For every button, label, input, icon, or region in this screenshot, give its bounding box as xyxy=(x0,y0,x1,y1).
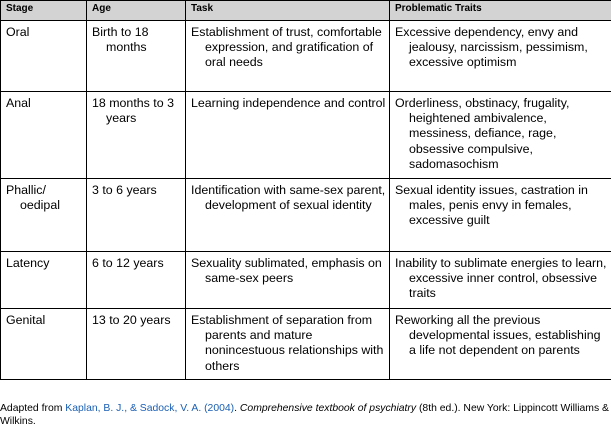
column-header-age: Age xyxy=(87,1,186,21)
task-text: Identification with same-sex parent, development of sexual identity xyxy=(191,183,386,213)
table-row xyxy=(1,309,611,380)
source-prefix: Adapted from xyxy=(0,403,66,414)
stage-text: Phallic/ oedipal xyxy=(6,183,60,213)
stage-text: Genital xyxy=(6,313,46,327)
age-text: Birth to 18 months xyxy=(92,25,149,55)
column-header-task: Task xyxy=(186,1,390,21)
task-cell xyxy=(186,179,390,252)
column-header-problematic-traits: Problematic Traits xyxy=(390,1,611,21)
traits-text: Orderliness, obstinacy, frugality, heightened ambivalence, messiness, defiance, rage, obsessive compulsive, sadomasochism xyxy=(395,96,570,171)
age-cell xyxy=(87,252,186,309)
source-separator: . xyxy=(234,403,240,414)
stage-cell xyxy=(1,309,87,380)
age-text: 6 to 12 years xyxy=(92,256,164,270)
traits-text: Sexual identity issues, castration in males, penis envy in females, excessive guilt xyxy=(395,183,588,228)
traits-cell xyxy=(390,179,611,252)
stage-cell xyxy=(1,252,87,309)
book-title: Comprehensive textbook of psychiatry xyxy=(239,403,417,414)
stage-cell xyxy=(1,92,87,179)
table-row xyxy=(1,179,611,252)
age-text: 13 to 20 years xyxy=(92,313,171,327)
traits-text: Reworking all the previous developmental issues, establishing a life not dependent on parents xyxy=(395,313,601,358)
stage-cell xyxy=(1,179,87,252)
age-text: 3 to 6 years xyxy=(92,183,157,197)
age-text: 18 months to 3 years xyxy=(92,96,174,126)
age-cell xyxy=(87,179,186,252)
traits-cell xyxy=(390,309,611,380)
stage-text: Latency xyxy=(6,256,50,270)
citation-link[interactable]: Kaplan, B. J., & Sadock, V. A. (2004) xyxy=(65,403,235,414)
task-cell xyxy=(186,252,390,309)
source-note xyxy=(0,402,611,428)
traits-cell xyxy=(390,92,611,179)
traits-cell xyxy=(390,252,611,309)
stage-cell xyxy=(1,21,87,92)
age-cell xyxy=(87,21,186,92)
source-suffix: (8th ed.). New York: Lippincott Williams & Wilkins. xyxy=(0,403,609,427)
table-row xyxy=(1,21,611,92)
age-cell xyxy=(87,92,186,179)
traits-cell xyxy=(390,21,611,92)
task-text: Sexuality sublimated, emphasis on same-sex peers xyxy=(191,256,382,286)
stage-text: Oral xyxy=(6,25,30,39)
task-text: Learning independence and control xyxy=(191,96,386,110)
table-row xyxy=(1,252,611,309)
traits-text: Excessive dependency, envy and jealousy, narcissism, pessimism, excessive optimism xyxy=(395,25,588,70)
traits-text: Inability to sublimate energies to learn, excessive inner control, obsessive traits xyxy=(395,256,607,301)
task-text: Establishment of separation from parents and mature nonincestuous relationships with others xyxy=(191,313,384,373)
task-text: Establishment of trust, comfortable expression, and gratification of oral needs xyxy=(191,25,382,70)
task-cell xyxy=(186,309,390,380)
table-row xyxy=(1,92,611,179)
column-header-stage: Stage xyxy=(1,1,87,21)
age-cell xyxy=(87,309,186,380)
task-cell xyxy=(186,92,390,179)
table-header-row xyxy=(1,1,611,21)
stage-text: Anal xyxy=(6,96,31,110)
task-cell xyxy=(186,21,390,92)
